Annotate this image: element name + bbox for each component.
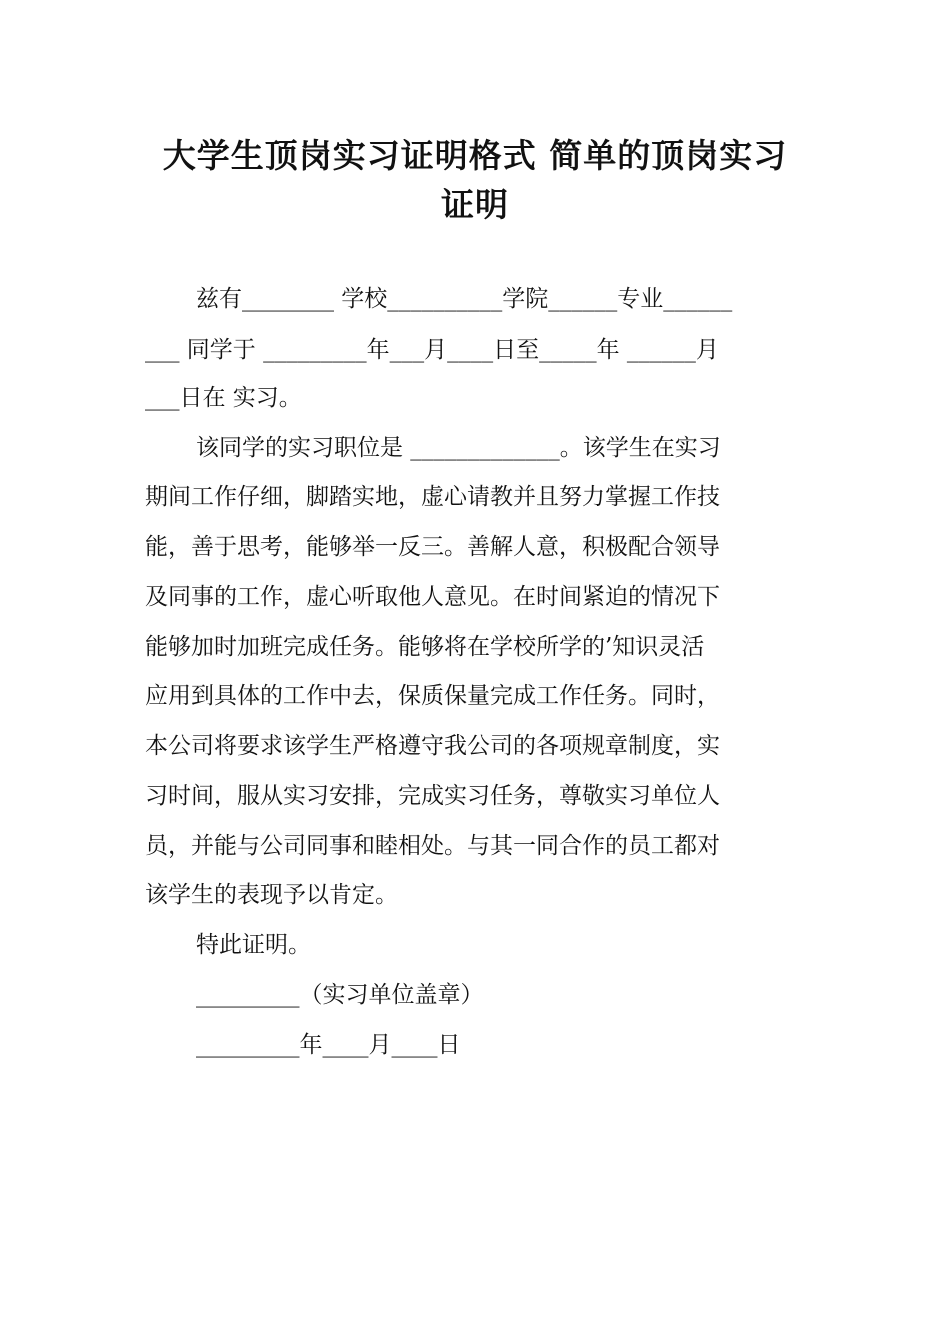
closing-statement: 特此证明。 [196,932,311,958]
paragraph-2-line-3: 能，善于思考，能够举一反三。善解人意，积极配合领导 [145,534,720,560]
paragraph-1-line-3: ___日在 实习。 [145,385,302,411]
paragraph-2-line-2: 期间工作仔细，脚踏实地，虚心请教并且努力掌握工作技 [145,484,720,510]
paragraph-2-line-9: 员，并能与公司同事和睦相处。与其一同合作的员工都对 [145,833,720,859]
paragraph-2-line-4: 及同事的工作，虚心听取他人意见。在时间紧迫的情况下 [145,584,720,610]
paragraph-2-line-10: 该学生的表现予以肯定。 [145,882,398,908]
paragraph-2-line-6: 应用到具体的工作中去，保质保量完成工作任务。同时， [145,683,720,709]
document-title-line-1: 大学生顶岗实习证明格式 简单的顶岗实习 [162,136,788,175]
paragraph-2-line-8: 习时间，服从实习安排，完成实习任务，尊敬实习单位人 [145,783,720,809]
paragraph-2-line-7: 本公司将要求该学生严格遵守我公司的各项规章制度，实 [145,733,720,759]
stamp-line: _________（实习单位盖章） [196,982,484,1008]
paragraph-1-line-2: ___ 同学于 _________年___月____日至_____年 ______月 [145,337,719,363]
paragraph-2-line-5: 能够加时加班完成任务。能够将在学校所学的’知识灵活 [145,634,705,660]
paragraph-1-line-1: 兹有________ 学校__________学院______专业______ [196,286,733,312]
date-line: _________年____月____日 [196,1032,461,1058]
paragraph-2-line-1: 该同学的实习职位是 _____________。该学生在实习 [196,435,721,461]
document-title-line-2: 证明 [441,185,509,224]
